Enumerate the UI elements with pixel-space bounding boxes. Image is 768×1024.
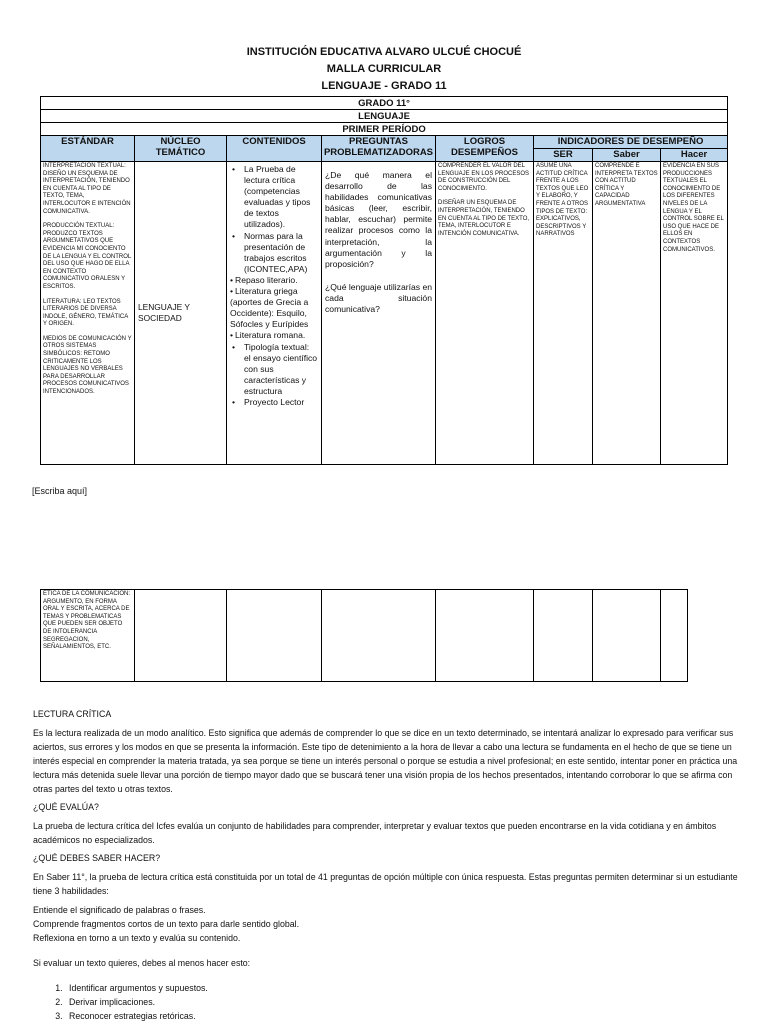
document-title: MALLA CURRICULAR — [326, 63, 442, 75]
cell-estandar — [41, 162, 135, 465]
logro-item: COMPRENDER EL VALOR DEL LENGUAJE EN LOS PROCESOS DE CONSTRUCCIÓN DEL CONOCIMIENTO. — [438, 163, 530, 192]
empty-cell — [593, 590, 661, 682]
evaluate-intro: Si evaluar un texto quieres, debes al menos hacer esto: — [33, 958, 251, 968]
col-indicadores: INDICADORES DE DESEMPEÑO — [534, 136, 728, 149]
cell-ser: ASUME UNA ACTITUD CRÍTICA FRENTE A LOS TEXTOS QUE LEO Y ELABORO, Y FRENTE A OTROS TIPOS DE TEXTO: EXPLICATIVOS, DESCRIPTIVOS Y NARRATIVOS — [534, 162, 593, 465]
empty-cell — [227, 590, 322, 682]
ability-item: Reflexiona en torno a un texto y evalúa su contenido. — [33, 933, 241, 943]
estandar-item: MEDIOS DE COMUNICACIÓN Y OTROS SISTEMAS SIMBÓLICOS: RETOMO CRITICAMENTE LOS LENGUAJES NO VERBALES PARA DESARROLLAR PROCESOS COMUNICATIVOS INTENCIONADOS. — [43, 335, 132, 396]
question-answer: En Saber 11°, la prueba de lectura crítica está constituida por un total de 41 preguntas de opción múltiple con única respuesta. Estas preguntas permiten determinar si un estudiante tiene 3 habilidades: — [33, 872, 738, 896]
question-item: ¿De qué manera el desarrollo de las habilidades comunicativas básicas (leer, escribir, hablar, escuchar) permite realizar procesos como la interpretación, la argumentación y la proposición? — [325, 170, 432, 269]
article — [33, 707, 739, 1023]
empty-cell — [661, 590, 688, 682]
content-item: • Literatura griega (aportes de Grecia a Occidente): Esquilo, Sófocles y Eurípides — [230, 286, 318, 330]
col-contenidos: CONTENIDOS — [227, 136, 322, 162]
estandar-item: INTERPRETACIÓN TEXTUAL: DISEÑO UN ESQUEMA DE INTERPRETACIÓN, TENIENDO EN CUENTA AL TIPO DE TEXTO, TEMA, INTERLOCUTOR E INTENCIÓN COMUNICATIVA. — [43, 163, 131, 215]
grade-row: GRADO 11° — [41, 97, 728, 110]
question-heading: ¿QUÉ EVALÚA? — [33, 802, 99, 812]
content-item: • Literatura romana. — [230, 330, 318, 341]
ability-item: Entiende el significado de palabras o frases. — [33, 905, 206, 915]
content-item: • Normas para la presentación de trabajos escritos (ICONTEC,APA) — [230, 231, 318, 275]
content-item: • Tipología textual: el ensayo científico con sus características y estructura — [230, 342, 318, 397]
col-saber: Saber — [593, 149, 661, 162]
article-title: LECTURA CRÍTICA — [33, 709, 112, 719]
area-row: LENGUAJE — [41, 110, 728, 123]
step-item: 2. Derivar implicaciones. — [65, 995, 739, 1009]
cell-nucleo: LENGUAJE Y SOCIEDAD — [135, 162, 227, 465]
empty-cell — [322, 590, 436, 682]
placeholder-text[interactable]: [Escriba aquí] — [32, 486, 88, 496]
cell-preguntas — [322, 162, 436, 465]
cell-logros — [436, 162, 534, 465]
article-intro: Es la lectura realizada de un modo analítico. Esto significa que además de comprender lo que se dice en un texto determinado, se intentará analizar lo expresado para verificar sus aciertos, sus errores y los modos en que se presenta la información. Este tipo de detenimiento a la hora de llevar a cabo una lectura se fundamenta en el hecho de que se tiene un interés especial en comprender la materia tratada, ya sea porque se tiene un interés personal o porque se estudia a nivel profesional; en este sentido, intentar poner en práctica una lectura más detenida suele llevar una porción de tiempo mayor dado que se buscará tener una visión propia de los hechos presentados, intentando corroborar lo que se afirma con otras partes del texto u otras textos. — [33, 728, 738, 794]
cell-saber: COMPRENDE E INTERPRETA TEXTOS CON ACTITUD CRÍTICA Y CAPACIDAD ARGUMENTATIVA — [593, 162, 661, 465]
period-row: PRIMER PERÍODO — [41, 123, 728, 136]
empty-cell — [534, 590, 593, 682]
empty-cell — [436, 590, 534, 682]
curriculum-table-continued — [40, 589, 688, 682]
steps-list — [33, 981, 739, 1023]
empty-cell — [135, 590, 227, 682]
question-item: ¿Qué lenguaje utilizarías en cada situación comunicativa? — [325, 281, 433, 315]
col-ser: SER — [534, 149, 593, 162]
ability-item: Comprende fragmentos cortos de un texto para darle sentido global. — [33, 919, 300, 929]
subject-grade-title: LENGUAJE - GRADO 11 — [321, 80, 447, 92]
estandar-item: PRODUCCIÓN TEXTUAL: PRODUZCO TEXTOS ARGUMNETATIVOS QUE EVIDENCIA MI CONOCIENTO DE LA LENGUA Y EL CONTROL DEL USO QUE HAGO DE ELLA EN CONTEXTO COMUNICATIVO ORALESN Y ESCRITOS. — [43, 223, 132, 290]
cell-contenidos — [227, 162, 322, 465]
content-item: • Repaso literario. — [230, 275, 318, 286]
institution-title: INSTITUCIÓN EDUCATIVA ALVARO ULCUÉ CHOCUÉ — [246, 46, 522, 58]
question-answer: La prueba de lectura crítica del Icfes evalúa un conjunto de habilidades para comprender, interpretar y evaluar textos que pueden encontrarse en la vida cotidiana y en ámbitos académicos no especializados. — [33, 821, 717, 845]
cell-etica: ÉTICA DE LA COMUNICACIÓN: ARGUMENTO, EN FORMA ORAL Y ESCRITA, ACERCA DE TEMAS Y PROBLEMATICAS QUE PUEDEN SER OBJETO DE INTOLERANCIA SEGREGACION, SEÑALAMIENTOS, ETC. — [41, 590, 135, 682]
step-item: 1. Identificar argumentos y supuestos. — [65, 981, 739, 995]
step-item: 3. Reconocer estrategias retóricas. — [65, 1009, 739, 1023]
col-preguntas: PREGUNTAS PROBLEMATIZADORAS — [322, 136, 436, 162]
col-estandar: ESTÁNDAR — [41, 136, 135, 162]
cell-hacer: EVIDENCIA EN SUS PRODUCCIONES TEXTUALES EL CONOCIMIENTO DE LOS DIFERENTES NIVELES DE LA LENGUA Y EL CONTROL SOBRE EL USO QUE HACE DE ELLOS EN CONTEXTOS COMUNICATIVOS. — [661, 162, 728, 465]
col-hacer: Hacer — [661, 149, 728, 162]
curriculum-table — [40, 96, 728, 465]
col-nucleo: NÚCLEO TEMÁTICO — [135, 136, 227, 162]
content-item: • Proyecto Lector — [230, 397, 318, 408]
logro-item: DISEÑAR UN ESQUEMA DE INTERPRETACIÓN, TENIENDO EN CUENTA AL TIPO DE TEXTO, TEMA, INTERLOCUTOR E INTENCIÓN COMUNICATIVA. — [438, 200, 530, 237]
content-item: • La Prueba de lectura crítica (competencias evaluadas y tipos de textos utilizados). — [230, 164, 318, 231]
col-logros: LOGROS DESEMPEÑOS — [436, 136, 534, 162]
estandar-item: LITERATURA: LEO TEXTOS LITERARIOS DE DIVERSA INDOLE, GÉNERO, TEMÁTICA Y ORIGEN. — [43, 298, 128, 328]
question-heading: ¿QUÉ DEBES SABER HACER? — [33, 853, 161, 863]
